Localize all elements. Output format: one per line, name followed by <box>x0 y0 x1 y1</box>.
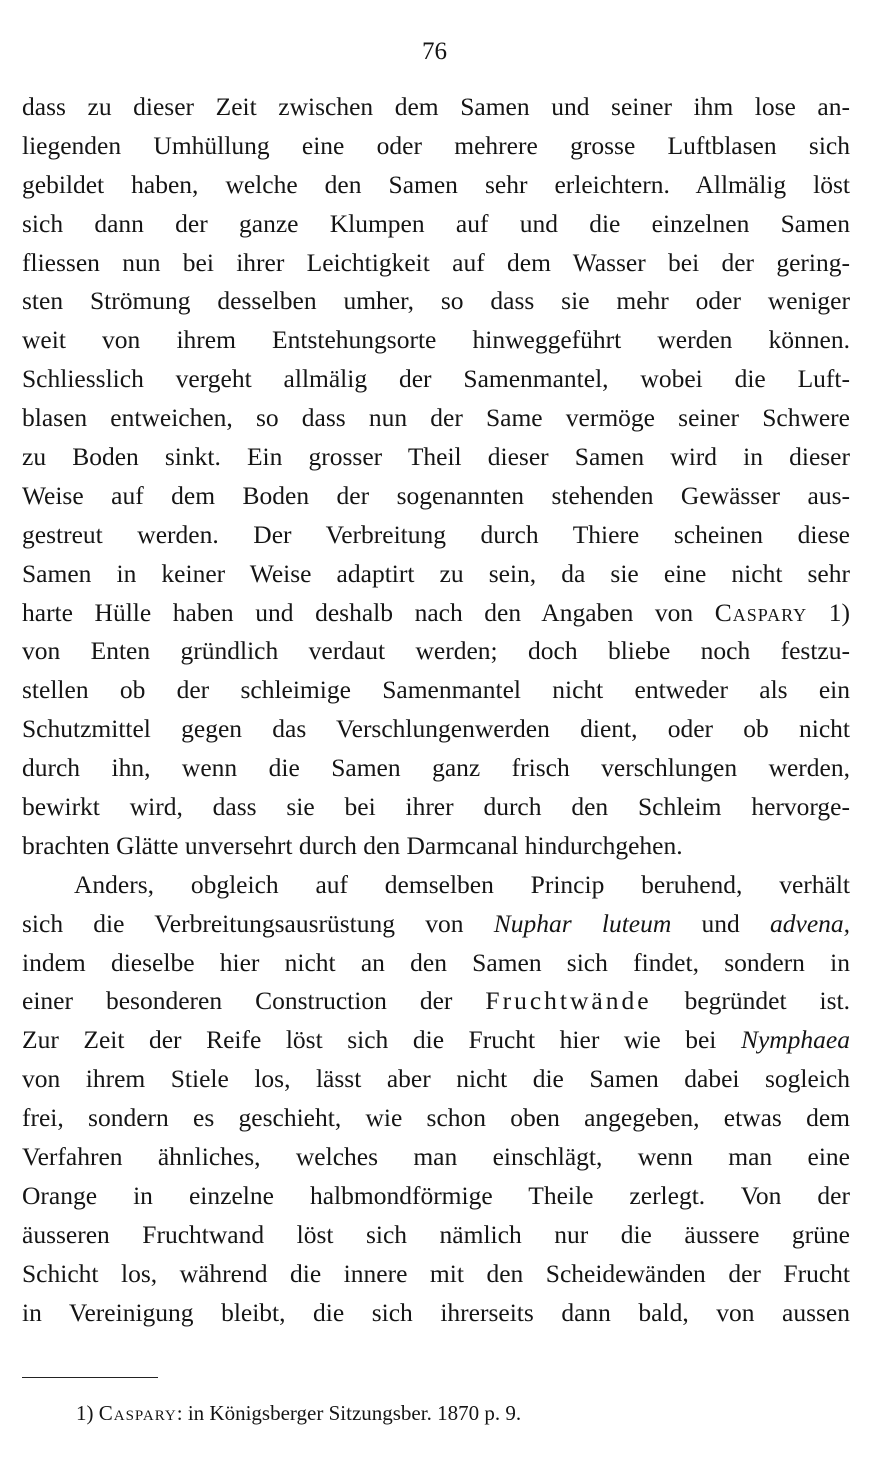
text-line: stellen ob der schleimige Samenmantel nicht entweder als ein <box>22 675 850 705</box>
text-line: indem dieselbe hier nicht an den Samen sich findet, sondern in <box>22 947 850 977</box>
text-line <box>22 905 850 944</box>
line-text: und <box>701 908 740 938</box>
footnote <box>76 1401 521 1426</box>
text-line: bewirkt wird, dass sie bei ihrer durch den Schleim hervorge- <box>22 792 850 822</box>
line-text: harte Hülle haben und deshalb nach den Angaben von <box>22 597 694 627</box>
text-line: gebildet haben, welche den Samen sehr erleichtern. Allmälig löst <box>22 169 850 199</box>
text-line: Orange in einzelne halbmondförmige Theile zerlegt. Von der <box>22 1180 850 1210</box>
footnote-reference: 1) <box>828 597 851 627</box>
text-line: von Enten gründlich verdaut werden; doch bliebe noch festzu- <box>22 636 850 666</box>
text-line: sten Strömung desselben umher, so dass sie mehr oder weniger <box>22 286 850 316</box>
text-line: äusseren Fruchtwand löst sich nämlich nur die äussere grüne <box>22 1219 850 1249</box>
footnote-marker: 1) <box>76 1401 94 1425</box>
species-name: Nuphar luteum <box>493 908 672 938</box>
text-line: Schutzmittel gegen das Verschlungenwerden dient, oder ob nicht <box>22 714 850 744</box>
text-line: fliessen nun bei ihrer Leichtigkeit auf dem Wasser bei der gering- <box>22 247 850 277</box>
footnote-author: Caspary <box>98 1401 177 1425</box>
page-number: 76 <box>422 38 447 65</box>
text-line: Schicht los, während die innere mit den Scheidewänden der Frucht <box>22 1258 850 1288</box>
text-line: blasen entweichen, so dass nun der Same vermöge seiner Schwere <box>22 403 850 433</box>
text-line: Weise auf dem Boden der sogenannten stehenden Gewässer aus- <box>22 480 850 510</box>
text-line: durch ihn, wenn die Samen ganz frisch verschlungen werden, <box>22 753 850 783</box>
author-name: Caspary <box>714 597 808 627</box>
text-line <box>22 1021 850 1060</box>
line-text: einer besonderen Construction der <box>22 986 453 1016</box>
text-line: sich dann der ganze Klumpen auf und die einzelnen Samen <box>22 208 850 238</box>
text-line <box>22 982 850 1021</box>
species-name: advena, <box>770 908 851 938</box>
text-line: frei, sondern es geschieht, wie schon oben angegeben, etwas dem <box>22 1103 850 1133</box>
footnote-divider <box>22 1377 158 1378</box>
text-line: Schliesslich vergeht allmälig der Samenmantel, wobei die Luft- <box>22 364 850 394</box>
text-line: Verfahren ähnliches, welches man einschlägt, wenn man eine <box>22 1142 850 1172</box>
footnote-text: : in Königsberger Sitzungsber. 1870 p. 9. <box>176 1401 522 1425</box>
body-text <box>22 88 850 1333</box>
genus-name: Nymphaea <box>740 1025 850 1055</box>
line-text: sich die Verbreitungsausrüstung von <box>22 908 464 938</box>
text-line: gestreut werden. Der Verbreitung durch Thiere scheinen diese <box>22 519 850 549</box>
emphasized-term: Fruchtwände <box>485 986 652 1016</box>
text-line: zu Boden sinkt. Ein grosser Theil dieser Samen wird in dieser <box>22 442 850 472</box>
text-line: liegenden Umhüllung eine oder mehrere grosse Luftblasen sich <box>22 130 850 160</box>
text-line: Samen in keiner Weise adaptirt zu sein, da sie eine nicht sehr <box>22 558 850 588</box>
text-line: weit von ihrem Entstehungsorte hinweggeführt werden können. <box>22 325 850 355</box>
line-text: begründet ist. <box>684 986 851 1016</box>
text-line: dass zu dieser Zeit zwischen dem Samen und seiner ihm lose an- <box>22 92 850 121</box>
text-line: brachten Glätte unversehrt durch den Darmcanal hindurchgehen. <box>22 830 683 860</box>
text-line: von ihrem Stiele los, lässt aber nicht die Samen dabei sogleich <box>22 1064 850 1094</box>
paragraph-start-line: Anders, obgleich auf demselben Princip beruhend, verhält <box>74 869 850 899</box>
line-text: Zur Zeit der Reife löst sich die Frucht hier wie bei <box>22 1025 717 1055</box>
text-line: in Vereinigung bleibt, die sich ihrerseits dann bald, von aussen <box>22 1297 850 1327</box>
text-line <box>22 594 850 633</box>
